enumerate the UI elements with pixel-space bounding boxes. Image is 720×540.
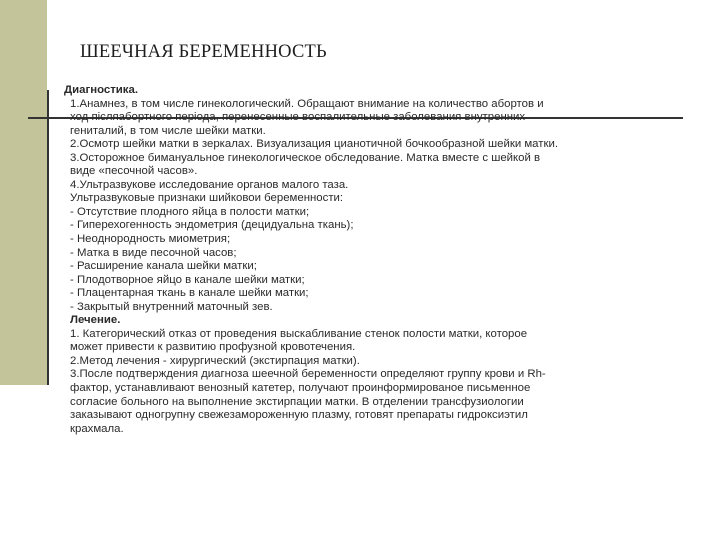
body-text-line: - Гиперехогенность эндометрия (децидуальна ткань);: [70, 219, 354, 232]
decorative-side-bar: [0, 0, 47, 385]
body-text-line: гениталий, в том числе шейки матки.: [70, 124, 266, 137]
section-heading: Лечение.: [70, 314, 121, 327]
body-text-line: - Неоднородность миометрия;: [70, 233, 231, 246]
body-text-line: фактор, устанавливают венозный катетер, получают проинформированое письменное: [70, 382, 531, 395]
body-text-line: ход післяабортного періода, перенесенные воспалительные заболевания внутренних: [70, 111, 526, 124]
vertical-rule: [47, 90, 49, 385]
body-text-line: 1.Анамнез, в том числе гинекологический. Обращают внимание на количество абортов и: [70, 97, 544, 110]
body-text-line: 2.Осмотр шейки матки в зеркалах. Визуализация цианотичной бочкообразной шейки матки.: [70, 138, 558, 151]
body-text-line: - Матка в виде песочной часов;: [70, 246, 237, 259]
body-text-line: Ультразвуковые признаки шийковои беременности:: [70, 192, 344, 205]
body-text-line: - Отсутствие плодного яйца в полости матки;: [70, 205, 310, 218]
body-text-line: - Расширение канала шейки матки;: [70, 260, 257, 273]
body-text-line: виде «песочной часов».: [70, 165, 198, 178]
section-heading: Диагностика.: [64, 84, 139, 96]
body-text-line: - Плодотворное яйцо в канале шейки матки;: [70, 273, 305, 286]
body-text-line: 3.После подтверждения диагноза шеечной беременности определяют группу крови и Rh-: [70, 368, 546, 381]
body-text-line: - Закрытый внутренний маточный зев.: [70, 300, 273, 313]
body-text-line: заказывают одногрупну свежезамороженную плазму, готовят препараты гидроксиэтил: [70, 409, 528, 422]
body-text-line: - Плацентарная ткань в канале шейки матки;: [70, 287, 309, 300]
body-text-line: 2.Метод лечения - хирургический (экстирпация матки).: [70, 354, 360, 367]
body-text-line: 4.Ультразвукове исследование органов малого таза.: [70, 178, 349, 191]
body-text-line: может привести к развитию профузной кровотечения.: [70, 341, 356, 354]
slide-title: ШЕЕЧНАЯ БЕРЕМЕННОСТЬ: [80, 42, 327, 62]
body-text-line: крахмала.: [70, 422, 124, 435]
body-text-line: 1. Категорический отказ от проведения выскабливание стенок полости матки, которое: [70, 327, 528, 340]
body-text-line: 3.Осторожное бимануальное гинекологическое обследование. Матка вместе с шейкой в: [70, 151, 541, 164]
slide-body: [64, 84, 694, 436]
body-text-line: согласие больного на выполнение экстирпации матки. В отделении трансфузиологии: [70, 395, 524, 408]
